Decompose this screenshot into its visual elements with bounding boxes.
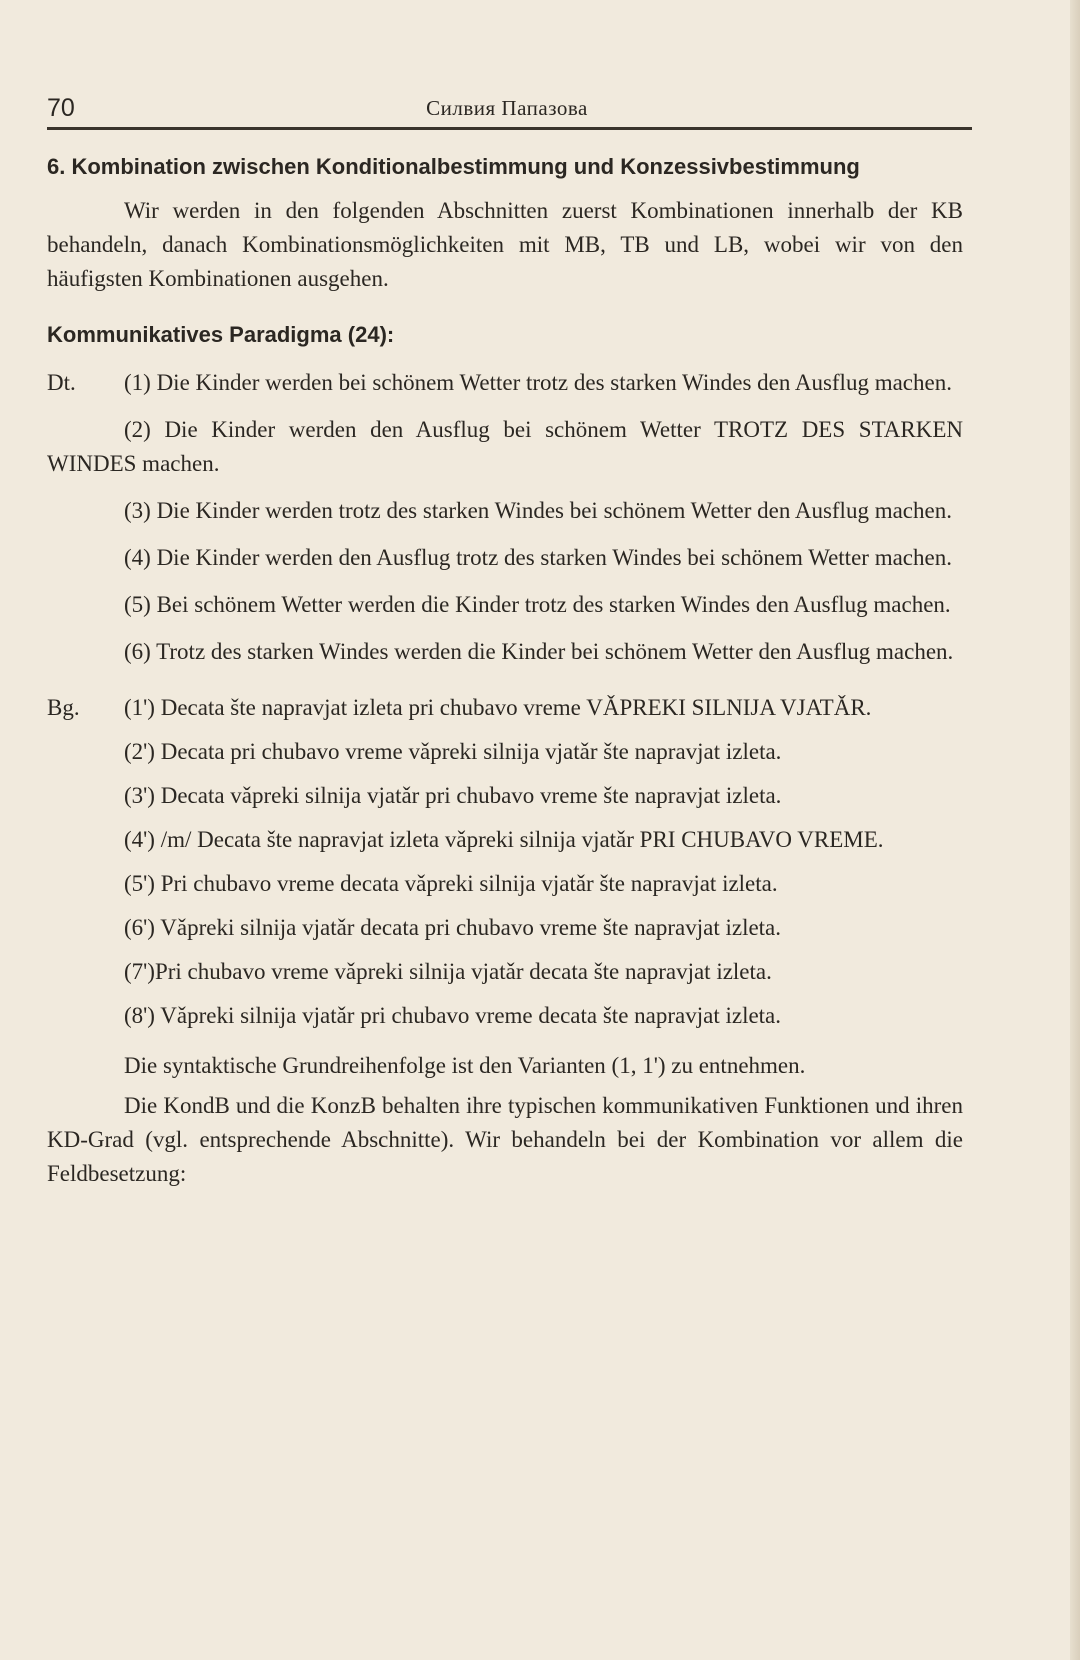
- example-de-6: (6) Trotz des starken Windes werden die Kinder bei schönem Wetter den Ausflug machen.: [124, 639, 954, 664]
- bulgarian-examples: [47, 691, 963, 1033]
- paradigm-heading: Kommunikatives Paradigma (24):: [47, 322, 395, 347]
- example-bg-4: (4') /m/ Decata šte napravjat izleta vǎpreki silnija vjatǎr PRI CHUBAVO VREME.: [124, 827, 884, 852]
- example-bg-6: (6') Vǎpreki silnija vjatǎr decata pri chubavo vreme šte napravjat izleta.: [124, 915, 782, 940]
- example-de-2: (2) Die Kinder werden den Ausflug bei schönem Wetter TROTZ DES STARKEN WINDES machen.: [47, 417, 963, 476]
- example-bg-5: (5') Pri chubavo vreme decata vǎpreki silnija vjatǎr šte napravjat izleta.: [124, 871, 778, 896]
- german-examples: [47, 366, 963, 669]
- example-text: (1) Die Kinder werden bei schönem Wetter trotz des starken Windes den Ausflug machen.: [124, 370, 952, 395]
- example-text: (1') Decata šte napravjat izleta pri chubavo vreme VǍPREKI SILNIJA VJATǍR.: [124, 695, 872, 720]
- running-title: Силвия Папазова: [426, 96, 588, 120]
- closing-paragraph-2: Die KondB und die KonzB behalten ihre typischen kommunikativen Funktionen und ihren KD-Grad (vgl. entsprechende Abschnitte). Wir behandeln bei der Kombination vor allem die Feldbesetzung:: [47, 1093, 963, 1186]
- body-text: [47, 150, 963, 1191]
- example-bg-8: (8') Vǎpreki silnija vjatǎr pri chubavo vreme decata šte napravjat izleta.: [124, 1003, 782, 1028]
- running-head: [47, 92, 967, 128]
- example-de-5: (5) Bei schönem Wetter werden die Kinder trotz des starken Windes den Ausflug machen.: [124, 592, 951, 617]
- example-de-3: (3) Die Kinder werden trotz des starken Windes bei schönem Wetter den Ausflug machen.: [124, 498, 952, 523]
- intro-paragraph: Wir werden in den folgenden Abschnitten zuerst Kombinationen innerhalb der KB behandeln, danach Kombinationsmöglichkeiten mit MB, TB und LB, wobei wir von den häufigsten Kombinationen ausgehen.: [47, 198, 963, 291]
- example-bg-1: [47, 691, 963, 725]
- example-de-4: (4) Die Kinder werden den Ausflug trotz des starken Windes bei schönem Wetter machen.: [124, 545, 952, 570]
- example-bg-2: (2') Decata pri chubavo vreme vǎpreki silnija vjatǎr šte napravjat izleta.: [124, 739, 782, 764]
- section-heading: 6. Kombination zwischen Konditionalbestimmung und Konzessivbestimmung: [47, 154, 860, 179]
- page-number: 70: [47, 94, 75, 122]
- language-label-bg: Bg.: [47, 695, 80, 720]
- example-bg-3: (3') Decata vǎpreki silnija vjatǎr pri chubavo vreme šte napravjat izleta.: [124, 783, 782, 808]
- header-rule: [47, 127, 972, 130]
- closing-paragraph-1: Die syntaktische Grundreihenfolge ist den Varianten (1, 1') zu entnehmen.: [124, 1053, 806, 1078]
- language-label-de: Dt.: [47, 370, 76, 395]
- example-de-1: [47, 366, 963, 400]
- example-bg-7: (7')Pri chubavo vreme vǎpreki silnija vjatǎr decata šte napravjat izleta.: [124, 959, 772, 984]
